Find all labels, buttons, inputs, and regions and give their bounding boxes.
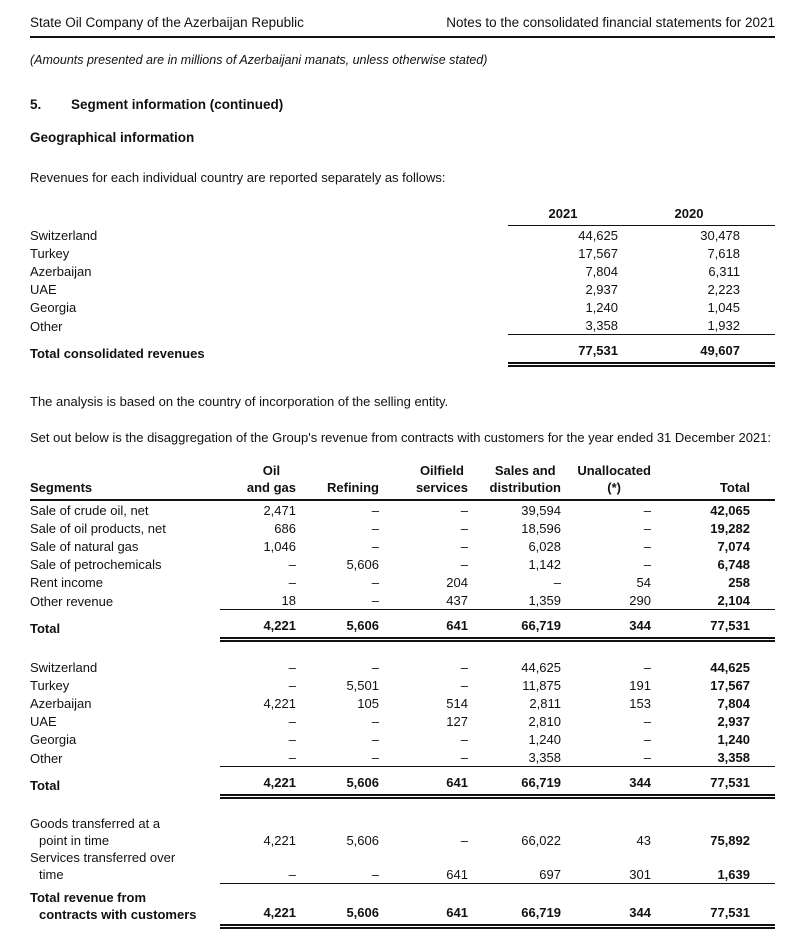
value-cell-total: 44,625 [710, 660, 750, 676]
document-title: Notes to the consolidated financial statements for 2021 [446, 15, 775, 30]
value-cell: 4,221 [263, 696, 296, 712]
value-cell: 1,240 [528, 732, 561, 748]
value-cell: – [643, 539, 651, 555]
table-row [30, 298, 775, 316]
value-cell-total: 258 [728, 575, 750, 591]
total-label: Total [30, 777, 61, 793]
value-cell: 437 [384, 591, 473, 610]
value-cell: – [288, 557, 296, 573]
value-2021: 3,358 [508, 316, 638, 335]
row-label: Rent income [30, 575, 103, 591]
value-cell: – [643, 503, 651, 519]
revenue-disaggregation-table [30, 462, 775, 929]
value-cell: 641 [384, 849, 473, 883]
value-cell: – [371, 539, 379, 555]
total-cell: 641 [384, 610, 473, 640]
value-cell-total: 7,074 [717, 539, 750, 555]
value-2020: 7,618 [707, 246, 740, 262]
value-cell: – [460, 539, 468, 555]
row-label: Sale of crude oil, net [30, 503, 149, 519]
value-cell: – [553, 575, 561, 591]
table-header-row [30, 462, 775, 500]
total-cell: 4,221 [220, 610, 301, 640]
empty-header-cell [30, 204, 508, 226]
table-row [30, 676, 775, 694]
column-header-2020: 2020 [638, 204, 775, 226]
table-row [30, 555, 775, 573]
total-label: Total [30, 620, 61, 636]
total-cell: 641 [384, 883, 473, 926]
total-cell: 344 [566, 767, 656, 797]
value-cell: 39,594 [521, 503, 561, 519]
total-label: Total consolidated revenues [30, 345, 205, 361]
value-cell: 191 [629, 678, 651, 694]
row-label: Sale of oil products, net [30, 521, 166, 537]
table-row [30, 730, 775, 748]
total-cell: 66,719 [473, 610, 566, 640]
row-label: Turkey [30, 246, 70, 262]
row-label: Other [30, 750, 63, 766]
table-row [30, 537, 775, 555]
value-cell: 1,046 [263, 539, 296, 555]
value-cell-total: 75,892 [710, 833, 750, 849]
value-cell: – [566, 748, 656, 767]
column-header-refining: Refining [301, 462, 384, 500]
value-cell: 2,810 [528, 714, 561, 730]
spacer-row [30, 640, 775, 659]
value-cell: 43 [636, 833, 651, 849]
value-cell: – [643, 732, 651, 748]
column-header-sales-and-distribution: Sales and distribution [473, 462, 566, 500]
value-cell-total: 7,804 [717, 696, 750, 712]
row-label: Sale of natural gas [30, 539, 139, 555]
total-cell: 344 [566, 883, 656, 926]
value-2020: 6,311 [708, 264, 740, 280]
column-header-segments: Segments [30, 462, 220, 500]
revenue-by-country-table [30, 204, 775, 367]
value-cell: 54 [636, 575, 651, 591]
table-row [30, 573, 775, 591]
value-cell: – [643, 660, 651, 676]
value-2020: 30,478 [700, 228, 740, 244]
value-cell: – [460, 503, 468, 519]
row-label: Goods transferred at a point in time [30, 816, 161, 849]
total-cell: 66,719 [473, 767, 566, 797]
value-cell: 5,606 [346, 833, 379, 849]
value-cell: – [384, 748, 473, 767]
row-label: Azerbaijan [30, 696, 92, 712]
value-cell: – [460, 660, 468, 676]
value-cell: – [301, 849, 384, 883]
section-title: Segment information (continued) [71, 97, 284, 113]
row-label: Services transferred over time [30, 850, 176, 883]
value-cell-total: 42,065 [710, 503, 750, 519]
table-row [30, 262, 775, 280]
column-header-2021: 2021 [508, 204, 638, 226]
spacer-row [30, 797, 775, 816]
value-cell: 66,022 [521, 833, 561, 849]
value-cell: – [220, 849, 301, 883]
value-2020: 1,045 [707, 300, 740, 316]
total-cell: 77,531 [656, 610, 775, 640]
value-cell: 514 [446, 696, 468, 712]
value-cell: 11,875 [522, 678, 561, 694]
value-cell: – [460, 557, 468, 573]
table-row [30, 500, 775, 519]
row-label: UAE [30, 282, 57, 298]
table-row [30, 815, 775, 849]
total-cell: 4,221 [220, 767, 301, 797]
row-label: Other [30, 318, 63, 334]
value-cell: 697 [473, 849, 566, 883]
section-by-timing [30, 815, 775, 926]
total-cell: 641 [384, 767, 473, 797]
value-cell-total: 1,639 [656, 849, 775, 883]
section-by-country [30, 658, 775, 815]
table-row [30, 316, 775, 335]
row-label: Azerbaijan [30, 264, 92, 280]
value-2021: 44,625 [578, 228, 618, 244]
column-header-total: Total [656, 462, 775, 500]
value-cell: – [288, 678, 296, 694]
value-cell: – [643, 521, 651, 537]
value-cell: 18,596 [521, 521, 561, 537]
value-cell: 4,221 [263, 833, 296, 849]
value-cell: 3,358 [473, 748, 566, 767]
total-label: Total revenue from contracts with customers [30, 890, 197, 923]
value-cell-total: 3,358 [656, 748, 775, 767]
value-cell: – [371, 732, 379, 748]
value-cell: 1,359 [473, 591, 566, 610]
value-cell: 2,811 [529, 696, 561, 712]
value-cell: – [288, 714, 296, 730]
value-cell: – [460, 678, 468, 694]
intro-paragraph: Revenues for each individual country are reported separately as follows: [30, 169, 446, 185]
row-label: Switzerland [30, 228, 98, 244]
total-cell: 4,221 [220, 883, 301, 926]
value-2021: 7,804 [585, 264, 618, 280]
total-cell: 77,531 [656, 767, 775, 797]
value-cell: – [371, 503, 379, 519]
value-cell: 18 [220, 591, 301, 610]
value-cell: 686 [274, 521, 296, 537]
table-row [30, 694, 775, 712]
company-name: State Oil Company of the Azerbaijan Republic [30, 15, 304, 30]
row-label: Sale of petrochemicals [30, 557, 162, 573]
value-cell: – [460, 732, 468, 748]
row-label: Georgia [30, 732, 77, 748]
section-number: 5. [30, 97, 42, 113]
value-cell-total: 19,282 [710, 521, 750, 537]
disaggregation-paragraph: Set out below is the disaggregation of the Group's revenue from contracts with customers for the year ended 31 December 2021: [30, 429, 771, 445]
value-2021: 17,567 [578, 246, 618, 262]
page-header [30, 14, 775, 38]
value-cell: 301 [566, 849, 656, 883]
table-row [30, 280, 775, 298]
table-row [30, 748, 775, 767]
row-label: Turkey [30, 678, 70, 694]
total-cell: 5,606 [301, 883, 384, 926]
table-header-row [30, 204, 775, 226]
total-row [30, 335, 775, 365]
value-cell: – [460, 833, 468, 849]
total-cell: 66,719 [473, 883, 566, 926]
section-heading [30, 96, 775, 114]
table-row [30, 591, 775, 610]
value-cell: – [288, 732, 296, 748]
value-2020: 2,223 [707, 282, 740, 298]
table-row [30, 658, 775, 676]
value-cell: – [460, 521, 468, 537]
value-2021: 1,240 [585, 300, 618, 316]
total-row [30, 767, 775, 797]
total-row [30, 883, 775, 926]
value-2021: 2,937 [585, 282, 618, 298]
value-cell: 1,142 [528, 557, 561, 573]
value-cell-total: 1,240 [717, 732, 750, 748]
value-cell: – [371, 660, 379, 676]
value-cell: – [643, 557, 651, 573]
table-row [30, 226, 775, 245]
value-cell: 44,625 [521, 660, 561, 676]
value-cell: 5,606 [346, 557, 379, 573]
value-cell: 290 [566, 591, 656, 610]
value-cell-total: 6,748 [717, 557, 750, 573]
total-2020: 49,607 [638, 335, 775, 365]
total-row [30, 610, 775, 640]
value-cell: 2,471 [263, 503, 296, 519]
table-row [30, 849, 775, 883]
amounts-note: (Amounts presented are in millions of Azerbaijani manats, unless otherwise stated) [30, 53, 488, 68]
value-cell: – [371, 521, 379, 537]
value-cell: 5,501 [346, 678, 379, 694]
table-row [30, 519, 775, 537]
value-cell: 204 [446, 575, 468, 591]
row-label: Other revenue [30, 593, 114, 609]
value-cell: – [301, 591, 384, 610]
value-2020: 1,932 [638, 316, 775, 335]
value-cell: – [288, 575, 296, 591]
row-label: Switzerland [30, 660, 98, 676]
row-label: UAE [30, 714, 57, 730]
row-label: Georgia [30, 300, 77, 316]
value-cell: – [301, 748, 384, 767]
section-by-type [30, 500, 775, 658]
value-cell: 6,028 [528, 539, 561, 555]
value-cell: – [220, 748, 301, 767]
value-cell: 105 [357, 696, 379, 712]
value-cell: – [643, 714, 651, 730]
subsection-title: Geographical information [30, 130, 195, 146]
table-row [30, 712, 775, 730]
column-header-unallocated: Unallocated (*) [566, 462, 656, 500]
analysis-paragraph: The analysis is based on the country of incorporation of the selling entity. [30, 394, 449, 410]
column-header-oilfield-services: Oilfield services [384, 462, 473, 500]
value-cell-total: 2,937 [717, 714, 750, 730]
total-cell: 77,531 [656, 883, 775, 926]
table-row [30, 244, 775, 262]
total-cell: 344 [566, 610, 656, 640]
value-cell: 127 [446, 714, 468, 730]
value-cell: 153 [629, 696, 651, 712]
value-cell-total: 17,567 [710, 678, 750, 694]
value-cell: – [371, 714, 379, 730]
total-2021: 77,531 [508, 335, 638, 365]
value-cell-total: 2,104 [656, 591, 775, 610]
value-cell: – [288, 660, 296, 676]
column-header-oil-and-gas: Oil and gas [220, 462, 301, 500]
value-cell: – [371, 575, 379, 591]
total-cell: 5,606 [301, 610, 384, 640]
total-cell: 5,606 [301, 767, 384, 797]
